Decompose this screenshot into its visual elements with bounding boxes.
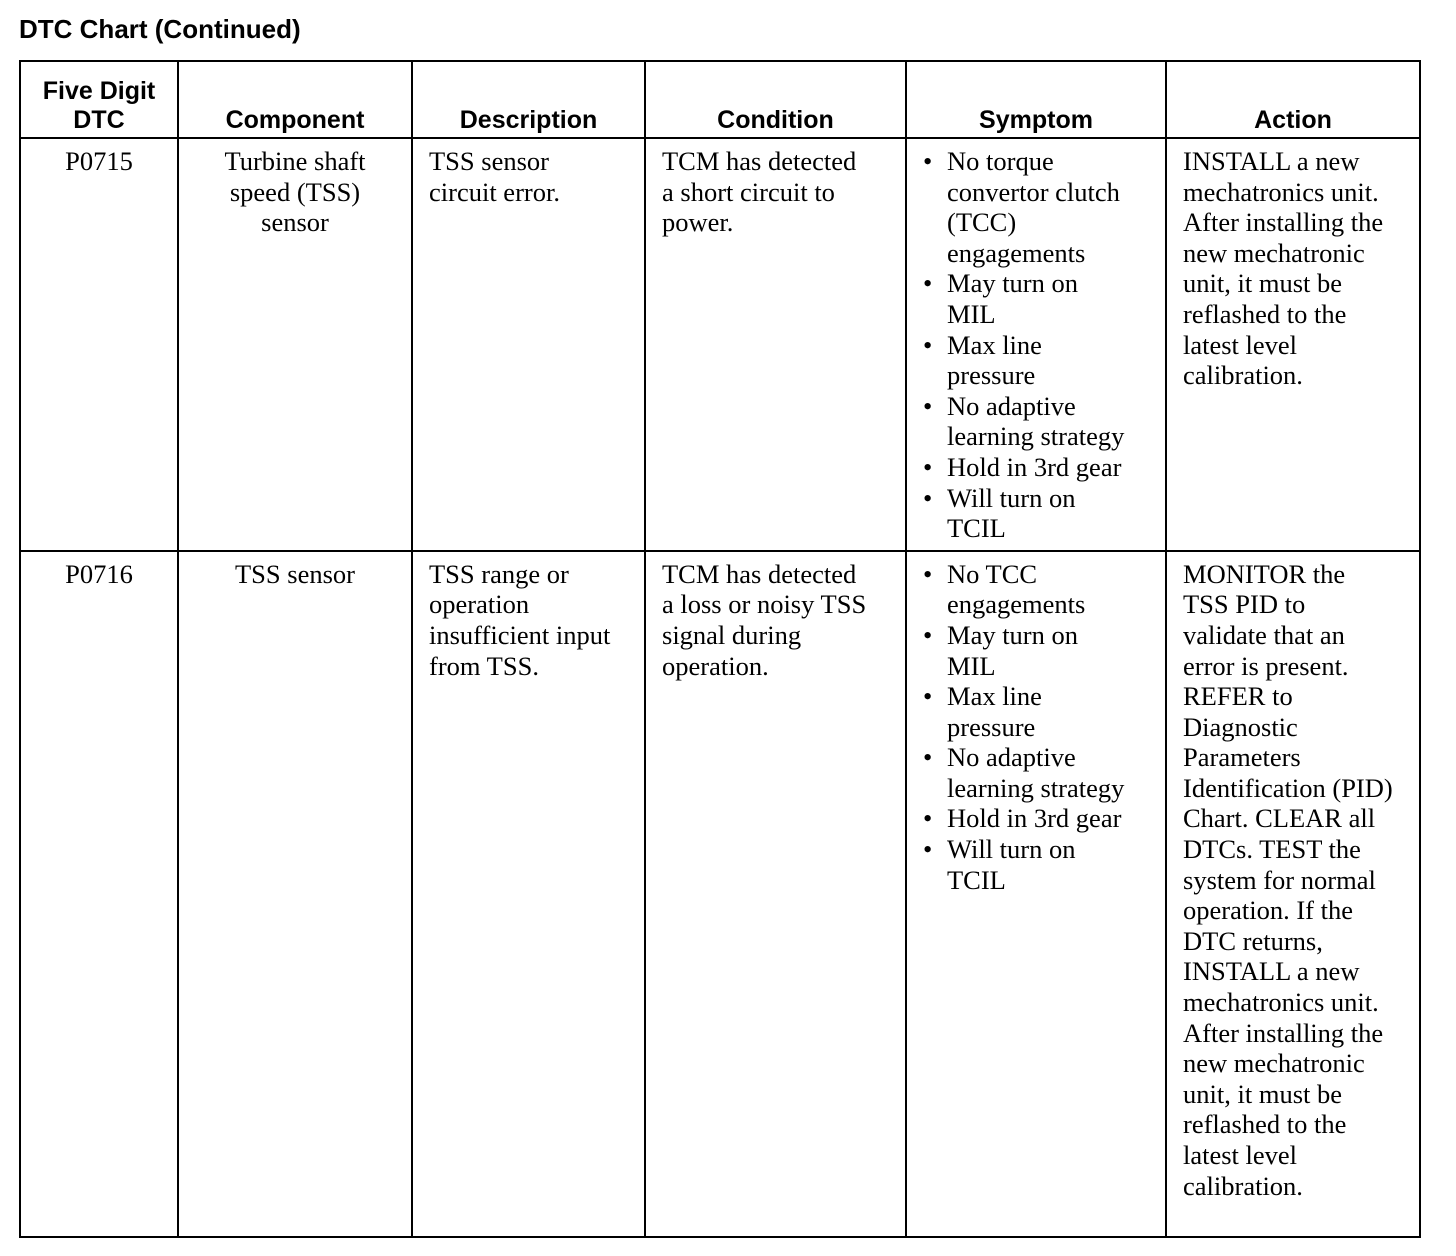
dtc-code-cell: P0716 bbox=[20, 551, 178, 1237]
symptom-item bbox=[921, 742, 1159, 803]
bullet-icon: • bbox=[923, 451, 933, 482]
dtc-table bbox=[19, 60, 1421, 1238]
symptom-item bbox=[921, 268, 1159, 329]
page-title: DTC Chart (Continued) bbox=[19, 14, 301, 44]
symptom-item bbox=[921, 681, 1159, 742]
column-header-dtc bbox=[20, 61, 178, 138]
symptom-list bbox=[921, 146, 1159, 544]
bullet-icon: • bbox=[923, 619, 933, 650]
header-row bbox=[20, 61, 1420, 138]
table-header bbox=[20, 61, 1420, 138]
symptom-text: Will turn on TCIL bbox=[947, 834, 1076, 895]
symptom-item bbox=[921, 620, 1159, 681]
dtc-code-cell: P0715 bbox=[20, 138, 178, 551]
symptom-text: May turn on MIL bbox=[947, 268, 1079, 329]
symptom-item bbox=[921, 559, 1159, 620]
bullet-icon: • bbox=[923, 146, 933, 176]
symptom-item bbox=[921, 803, 1159, 834]
column-header-condition: Condition bbox=[645, 61, 906, 138]
column-header-symptom: Symptom bbox=[906, 61, 1166, 138]
bullet-icon: • bbox=[923, 834, 933, 865]
bullet-icon: • bbox=[923, 268, 933, 299]
symptom-text: No adaptive learning strategy bbox=[947, 742, 1125, 803]
column-header-action: Action bbox=[1166, 61, 1420, 138]
component-cell: TSS sensor bbox=[178, 551, 412, 1237]
table-body bbox=[20, 138, 1420, 1237]
symptom-item bbox=[921, 452, 1159, 483]
symptom-text: Hold in 3rd gear bbox=[947, 803, 1122, 834]
column-header-component: Component bbox=[178, 61, 412, 138]
symptom-item bbox=[921, 483, 1159, 544]
symptom-item bbox=[921, 391, 1159, 452]
column-header-dtc-label: Five Digit DTC bbox=[42, 77, 156, 134]
action-cell: MONITOR the TSS PID to validate that an error is present. REFER to Diagnostic Parameters Identification (PID) Chart. CLEAR all DTCs. TEST the system for normal operation. If the DTC returns, INSTALL a new mechatronics unit. After installing the new mechatronic unit, it must be reflashed to the latest level calibration. bbox=[1166, 551, 1420, 1237]
symptom-item bbox=[921, 330, 1159, 391]
condition-cell: TCM has detected a loss or noisy TSS signal during operation. bbox=[645, 551, 906, 1237]
table-row bbox=[20, 551, 1420, 1237]
condition-cell: TCM has detected a short circuit to power. bbox=[645, 138, 906, 551]
column-header-description: Description bbox=[412, 61, 645, 138]
symptom-text: Hold in 3rd gear bbox=[947, 451, 1122, 482]
bullet-icon: • bbox=[923, 681, 933, 712]
bullet-icon: • bbox=[923, 329, 933, 360]
bullet-icon: • bbox=[923, 390, 933, 421]
bullet-icon: • bbox=[923, 803, 933, 834]
symptom-text: Max line pressure bbox=[947, 329, 1042, 391]
description-cell: TSS range or operation insufficient input from TSS. bbox=[412, 551, 645, 1237]
symptom-text: No torque convertor clutch (TCC) engagements bbox=[947, 146, 1120, 268]
symptom-text: May turn on MIL bbox=[947, 619, 1079, 681]
symptom-text: Will turn on TCIL bbox=[947, 482, 1076, 544]
table-row bbox=[20, 138, 1420, 551]
bullet-icon: • bbox=[923, 558, 933, 589]
symptom-item bbox=[921, 834, 1159, 895]
bullet-icon: • bbox=[923, 742, 933, 773]
symptom-text: No TCC engagements bbox=[947, 558, 1086, 620]
description-cell: TSS sensor circuit error. bbox=[412, 138, 645, 551]
symptom-text: No adaptive learning strategy bbox=[947, 390, 1125, 452]
bullet-icon: • bbox=[923, 482, 933, 513]
symptom-cell bbox=[906, 138, 1166, 551]
action-cell: INSTALL a new mechatronics unit. After installing the new mechatronic unit, it must be reflashed to the latest level calibration. bbox=[1166, 138, 1420, 551]
symptom-text: Max line pressure bbox=[947, 681, 1042, 742]
symptom-list bbox=[921, 559, 1159, 896]
symptom-cell bbox=[906, 551, 1166, 1237]
component-cell: Turbine shaft speed (TSS) sensor bbox=[178, 138, 412, 551]
symptom-item bbox=[921, 146, 1159, 268]
